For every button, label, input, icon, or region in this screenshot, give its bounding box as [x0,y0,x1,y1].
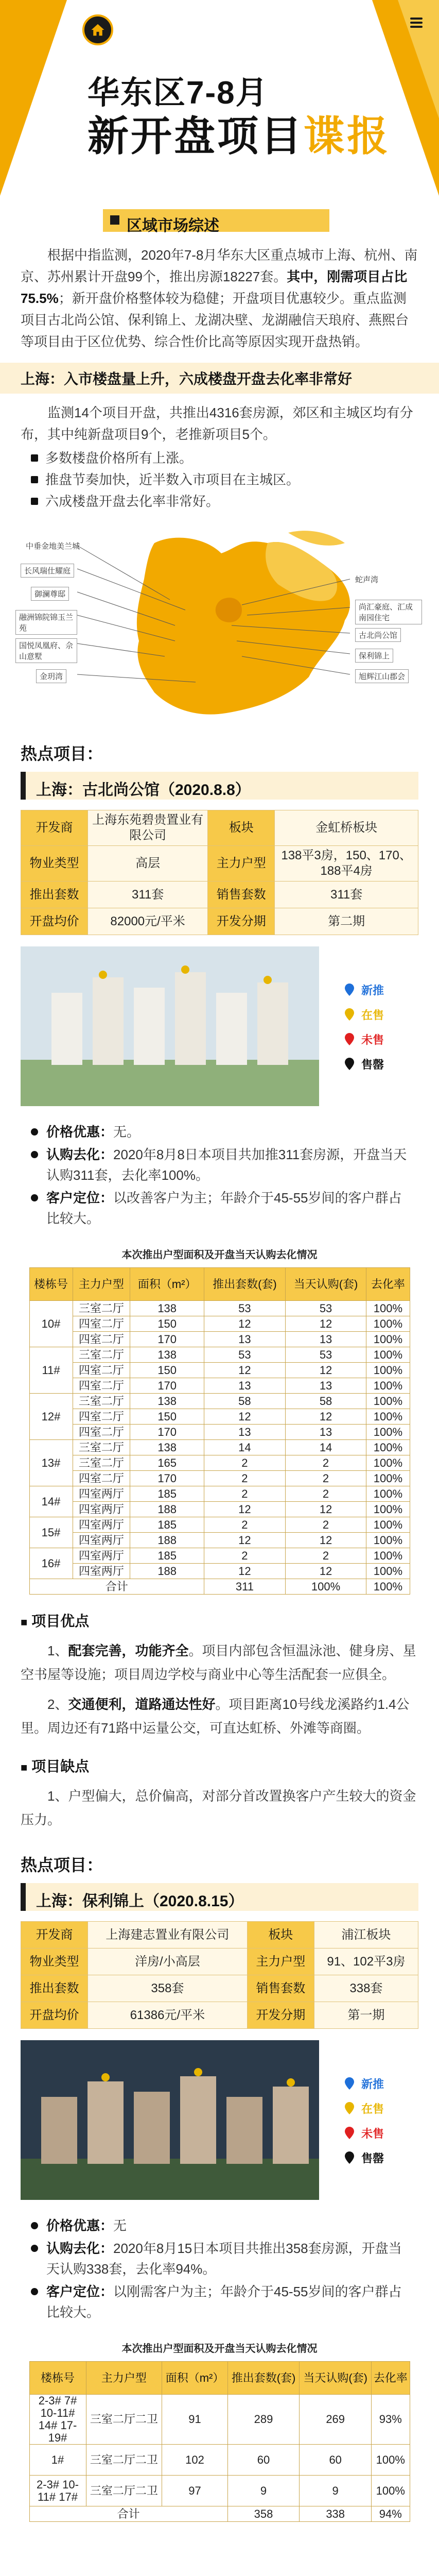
table-cell: 合计 [29,1579,204,1595]
table-cell-building: 14# [29,1486,73,1517]
table-cell: 三室二厅 [73,1455,130,1471]
table-cell: 三室二厅 [73,1394,130,1409]
table-cell: 338 [300,2506,372,2522]
map-label: 尚汇豪庭、汇成南园住宅 [355,600,422,624]
map-pin-yellow-icon [345,1008,354,1021]
table-cell: 100% [366,1347,410,1363]
info-value: 311套 [88,882,208,908]
table-cell-building: 16# [29,1548,73,1579]
pros-item: 2、交通便利，道路通达性好。项目距离10号线龙溪路约1.4公里。周边还有71路中运量公交，可直达虹桥、外滩等商圈。 [21,1697,410,1736]
table-cell: 60 [227,2445,300,2476]
table-cell: 三室二厅 [73,1301,130,1316]
map-pin-red-icon [345,2127,354,2139]
table-cell: 269 [300,2395,372,2445]
table-cell: 188 [130,1564,204,1579]
info-key: 主力户型 [247,1948,314,1975]
table-cell: 100% [366,1517,410,1533]
table-cell: 100% [366,1363,410,1378]
table-caption: 本次推出户型面积及开盘当天认购去化情况 [121,2343,318,2354]
info-value: 金虹桥板块 [275,810,418,846]
table-row [29,1564,410,1579]
table-row-total [29,2506,410,2522]
table-header: 去化率 [372,2362,410,2395]
table-cell: 2 [285,1486,366,1502]
table-header: 推出套数(套) [204,1268,286,1301]
table-cell: 150 [130,1409,204,1425]
info-key: 开发分期 [208,908,275,935]
map-label: 御澜尊邸 [31,587,69,601]
table-cell: 2 [285,1471,366,1486]
table-cell: 138 [130,1394,204,1409]
table-cell: 100% [366,1502,410,1517]
page-title-line1: 华东区7-8月 [87,75,269,111]
legend-item-new: 新推 [345,977,384,1002]
project-info-gubei [21,810,418,935]
project-title-poly [21,1883,418,1911]
info-value: 91、102平3房 [314,1948,418,1975]
status-legend [345,2071,384,2170]
map-label: 长风瑞仕耀庭 [21,564,74,578]
table-cell: 2 [204,1471,286,1486]
table-row [29,1440,410,1455]
table-row [29,1533,410,1548]
table-cell: 12 [204,1316,286,1332]
project-rendering-image [21,946,319,1106]
table-cell: 100% [285,1579,366,1595]
legend-item-unsold: 未售 [345,1027,384,1052]
table-cell: 100% [366,1316,410,1332]
table-cell-building: 13# [29,1440,73,1486]
table-cell: 12 [285,1533,366,1548]
table-row [29,2476,410,2506]
hero-header [0,0,439,196]
table-row [29,1378,410,1394]
table-cell: 四室两厅 [73,1517,130,1533]
list-item: 认购去化：2020年8月8日本项目共加推311套房源，开盘当天认购311套，去化率100%。 [31,1144,408,1185]
shanghai-bullets [0,445,439,512]
info-value: 第二期 [275,908,418,935]
table-cell: 188 [130,1502,204,1517]
table-cell: 四室两厅 [73,1564,130,1579]
table-cell: 2 [285,1548,366,1564]
info-key: 开发商 [21,1922,88,1948]
legend-item-unsold: 未售 [345,2121,384,2145]
table-header: 当天认购(套) [285,1268,366,1301]
table-row [29,1471,410,1486]
table-cell: 138 [130,1301,204,1316]
map-pin-red-icon [345,1033,354,1045]
map-pin-blue-icon [345,2077,354,2090]
list-item: 客户定位：以改善客户为主；年龄介于45-55岁间的客户群占比较大。 [31,1188,408,1229]
info-key: 开盘均价 [21,908,88,935]
table-cell: 12 [204,1502,286,1517]
list-item: 推盘节奏加快，近半数入市项目在主城区。 [31,469,408,490]
info-key: 物业类型 [21,846,88,882]
info-value: 上海建志置业有限公司 [88,1922,248,1948]
table-cell: 2 [204,1548,286,1564]
table-cell-building: 11# [29,1347,73,1394]
table-row [29,1301,410,1316]
info-key: 主力户型 [208,846,275,882]
units-table-poly [29,2361,410,2522]
menu-icon[interactable] [408,14,425,31]
table-row [29,1502,410,1517]
legend-item-selling: 在售 [345,2096,384,2121]
table-cell: 9 [300,2476,372,2506]
table-row [29,1409,410,1425]
info-value: 358套 [88,1975,248,2002]
map-label: 蛇声湾 [355,575,379,584]
table-cell: 100% [366,1564,410,1579]
info-value: 第一期 [314,2002,418,2029]
map-label: 金玥湾 [36,669,66,683]
table-header: 楼栋号 [29,2362,86,2395]
table-cell: 四室两厅 [73,1548,130,1564]
cons-item: 1、户型偏大，总价偏高，对部分首改置换客户产生较大的资金压力。 [21,1788,416,1827]
table-cell: 100% [366,1533,410,1548]
info-key: 销售套数 [247,1975,314,2002]
table-cell: 四室二厅 [73,1409,130,1425]
table-cell: 100% [366,1332,410,1347]
map-pin-blue-icon [345,984,354,996]
shanghai-summary: 监测14个项目开盘，共推出4316套房源，郊区和主城区均有分布，其中纯新盘项目9个，老推新项目5个。 [21,405,413,442]
table-cell: 91 [162,2395,227,2445]
table-row [29,2445,410,2476]
info-key: 板块 [247,1922,314,1948]
table-cell: 53 [285,1301,366,1316]
map-label: 国悦凤凰府、佘山意墅 [15,638,77,663]
table-cell: 100% [366,1579,410,1595]
list-item: 价格优惠：无 [31,2215,408,2236]
info-value: 上海东苑碧贵置业有限公司 [88,810,208,846]
info-key: 推出套数 [21,882,88,908]
project-info-poly [21,1921,418,2029]
table-cell-building: 12# [29,1394,73,1440]
list-item: 价格优惠：无。 [31,1122,408,1142]
table-row [29,1486,410,1502]
project-title-gubei [21,772,418,800]
table-cell: 94% [372,2506,410,2522]
table-cell: 58 [204,1394,286,1409]
table-cell: 三室二厅二卫 [86,2395,162,2445]
project-title-text: 上海：保利锦上（2020.8.15） [36,1893,244,1910]
legend-item-new: 新推 [345,2071,384,2096]
table-cell: 100% [366,1301,410,1316]
status-legend [345,977,384,1076]
table-cell: 100% [366,1425,410,1440]
info-value: 82000元/平米 [88,908,208,935]
info-key: 物业类型 [21,1948,88,1975]
market-summary: 根据中指监测，2020年7-8月华东大区重点城市上海、杭州、南京、苏州累计开盘99个，推出房源18227套。其中，刚需项目占比75.5%；新开盘价格整体较为稳健；开盘项目优惠较少。重点监测项目古北尚公馆、保利锦上、龙湖决壁、龙湖融信天琅府、燕熙台等项目由于区位优势、综合性价比高等原因实现开盘热销。 [21,247,418,349]
table-cell: 100% [366,1471,410,1486]
table-cell: 13 [285,1378,366,1394]
legend-item-soldout: 售罄 [345,1052,384,1076]
table-row [29,1316,410,1332]
table-cell: 13 [285,1425,366,1440]
table-cell: 138 [130,1440,204,1455]
table-cell: 14 [204,1440,286,1455]
table-cell: 2 [204,1517,286,1533]
table-cell: 53 [285,1347,366,1363]
table-cell: 170 [130,1378,204,1394]
table-cell: 三室二厅二卫 [86,2445,162,2476]
project-rendering-image [21,2040,319,2200]
map-pin-black-icon [345,2151,354,2164]
shanghai-band: 上海：入市楼盘量上升，六成楼盘开盘去化率非常好 [0,363,439,394]
table-cell: 四室二厅 [73,1332,130,1347]
table-cell: 13 [204,1378,286,1394]
list-item: 认购去化：2020年8月15日本项目共推出358套房源，开盘当天认购338套，去化率94%。 [31,2238,408,2279]
table-row-total [29,1579,410,1595]
table-cell: 100% [366,1486,410,1502]
table-cell: 四室二厅 [73,1316,130,1332]
table-cell: 12 [285,1409,366,1425]
table-cell: 三室二厅 [73,1440,130,1455]
info-value: 高层 [88,846,208,882]
table-cell: 13 [204,1425,286,1440]
table-cell: 12 [285,1316,366,1332]
page-title-line2: 新开盘项目谍报 [87,113,390,159]
table-cell: 165 [130,1455,204,1471]
table-cell: 100% [366,1455,410,1471]
section-heading-text: 区域市场综述 [127,217,219,234]
map-pin-yellow-icon [345,2102,354,2114]
table-cell: 100% [366,1548,410,1564]
table-header: 面积（m²） [162,2362,227,2395]
table-row [29,2395,410,2445]
table-caption: 本次推出户型面积及开盘当天认购去化情况 [121,1249,318,1261]
table-header: 面积（m²） [130,1268,204,1301]
table-cell: 53 [204,1347,286,1363]
map-pin-black-icon [345,1058,354,1070]
table-cell: 358 [227,2506,300,2522]
table-cell: 185 [130,1486,204,1502]
hero-left-stripe [0,0,67,196]
table-cell: 93% [372,2395,410,2445]
project-title-text: 上海：古北尚公馆（2020.8.8） [36,782,251,799]
list-item: 六成楼盘开盘去化率非常好。 [31,490,408,512]
info-value: 浦江板块 [314,1922,418,1948]
table-cell: 150 [130,1363,204,1378]
table-cell: 97 [162,2476,227,2506]
table-cell: 四室两厅 [73,1502,130,1517]
home-icon[interactable] [82,14,113,45]
table-row [29,1332,410,1347]
legend-item-selling: 在售 [345,1002,384,1027]
info-key: 开发商 [21,810,88,846]
table-cell: 12 [285,1502,366,1517]
table-row [29,1347,410,1363]
info-value: 138平3房，150、170、188平4房 [275,846,418,882]
map-label: 古北尚公馆 [355,628,401,642]
project-details-gubei [0,1116,439,1229]
table-cell: 2 [204,1455,286,1471]
project-details-poly [0,2210,439,2323]
table-cell: 14 [285,1440,366,1455]
table-cell: 12 [204,1409,286,1425]
map-label: 保利锦上 [355,649,393,663]
table-cell: 13 [285,1332,366,1347]
table-cell: 100% [372,2445,410,2476]
table-cell: 四室两厅 [73,1533,130,1548]
hot-projects-label: 热点项目： [21,1856,103,1874]
table-cell: 12 [285,1363,366,1378]
table-cell: 2 [285,1455,366,1471]
legend-item-soldout: 售罄 [345,2145,384,2170]
table-cell: 289 [227,2395,300,2445]
table-cell: 100% [366,1409,410,1425]
table-cell: 100% [366,1378,410,1394]
table-header: 楼栋号 [29,1268,73,1301]
hot-projects-label: 热点项目： [21,744,103,763]
info-value: 洋房/小高层 [88,1948,248,1975]
table-cell: 53 [204,1301,286,1316]
map-label: 融洲锦院锦玉兰苑 [15,610,77,635]
pros-item: 1、配套完善，功能齐全。项目内部包含恒温泳池、健身房、星空书屋等设施；项目周边学校与商业中心等生活配套一应俱全。 [21,1643,416,1682]
table-cell: 150 [130,1316,204,1332]
table-cell: 12 [204,1363,286,1378]
pros-heading: ■ 项目优点 [0,1595,439,1631]
section-heading-market [0,206,439,235]
table-cell: 102 [162,2445,227,2476]
table-cell: 58 [285,1394,366,1409]
table-cell-building: 2-3# 10-11# 17# [29,2476,86,2506]
table-header: 主力户型 [73,1268,130,1301]
info-key: 推出套数 [21,1975,88,2002]
table-cell: 12 [204,1564,286,1579]
map-label: 中垂金地美兰城 [26,542,80,551]
info-key: 销售套数 [208,882,275,908]
table-cell-building: 1# [29,2445,86,2476]
table-cell: 100% [372,2476,410,2506]
table-cell: 185 [130,1548,204,1564]
table-row [29,1455,410,1471]
info-value: 61386元/平米 [88,2002,248,2029]
table-row [29,1517,410,1533]
info-value: 311套 [275,882,418,908]
table-cell: 170 [130,1425,204,1440]
table-cell-building: 10# [29,1301,73,1347]
info-value: 338套 [314,1975,418,2002]
table-cell: 100% [366,1440,410,1455]
table-cell: 四室二厅 [73,1363,130,1378]
table-cell: 185 [130,1517,204,1533]
table-header: 推出套数(套) [227,2362,300,2395]
info-key: 开盘均价 [21,2002,88,2029]
table-cell: 138 [130,1347,204,1363]
list-item: 多数楼盘价格所有上涨。 [31,447,408,469]
table-cell: 合计 [29,2506,227,2522]
table-cell-building: 15# [29,1517,73,1548]
table-header: 主力户型 [86,2362,162,2395]
table-cell: 188 [130,1533,204,1548]
project-photo-row [0,946,439,1116]
table-cell: 12 [204,1533,286,1548]
table-cell: 三室二厅二卫 [86,2476,162,2506]
project-photo-row [0,2040,439,2210]
info-key: 板块 [208,810,275,846]
table-cell: 四室二厅 [73,1425,130,1440]
table-cell: 四室两厅 [73,1486,130,1502]
table-cell: 60 [300,2445,372,2476]
table-header: 当天认购(套) [300,2362,372,2395]
table-row [29,1394,410,1409]
table-row [29,1363,410,1378]
table-cell: 四室二厅 [73,1471,130,1486]
table-cell: 2 [204,1486,286,1502]
table-cell: 100% [366,1394,410,1409]
table-cell: 2 [285,1517,366,1533]
table-cell: 13 [204,1332,286,1347]
shanghai-map [0,522,439,728]
table-cell: 12 [285,1564,366,1579]
table-cell: 9 [227,2476,300,2506]
table-cell: 四室二厅 [73,1378,130,1394]
table-cell: 三室二厅 [73,1347,130,1363]
table-cell: 170 [130,1471,204,1486]
table-row [29,1425,410,1440]
table-row [29,1548,410,1564]
cons-heading: ■ 项目缺点 [0,1740,439,1776]
list-item: 客户定位：以刚需客户为主；年龄介于45-55岁间的客户群占比较大。 [31,2281,408,2323]
table-cell: 311 [204,1579,286,1595]
map-label: 旭辉江山郡会 [355,669,409,683]
units-table-gubei [29,1267,410,1595]
info-key: 开发分期 [247,2002,314,2029]
table-cell: 170 [130,1332,204,1347]
table-cell-building: 2-3# 7# 10-11# 14# 17-19# [29,2395,86,2445]
table-header: 去化率 [366,1268,410,1301]
